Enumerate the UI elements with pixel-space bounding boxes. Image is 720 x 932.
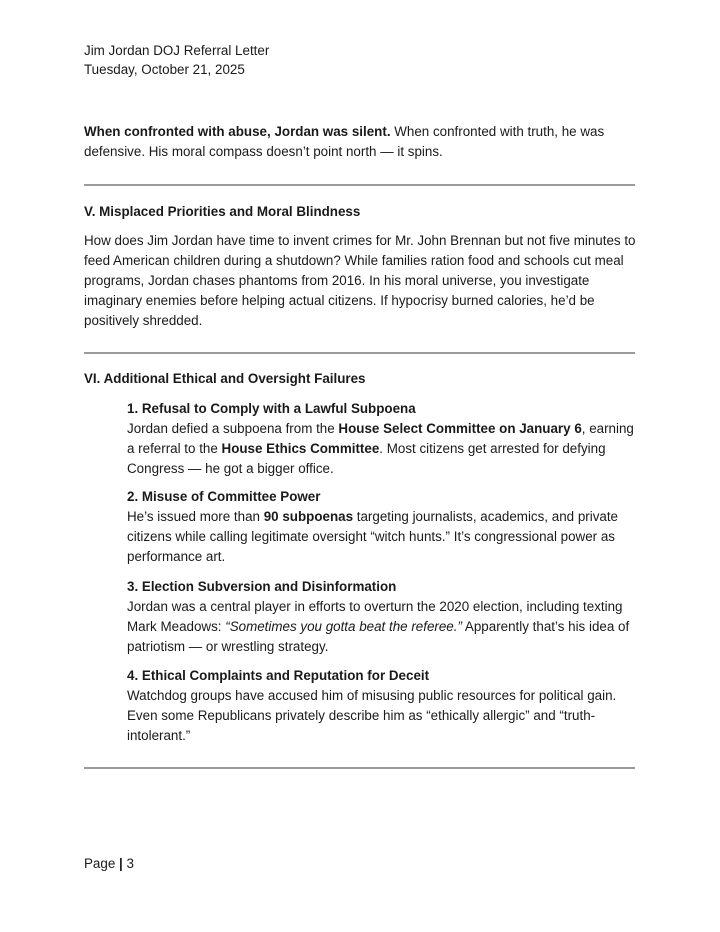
section-divider [84,352,635,354]
list-item-subpoena [127,399,642,479]
section-6-title: VI. Additional Ethical and Oversight Failures [84,371,366,386]
item-3-text-a: Jordan was a central player in efforts to overturn the 2020 election, including texting Mark Meadows: [127,599,623,634]
header-date: Tuesday, October 21, 2025 [84,62,245,77]
item-3-title: 3. Election Subversion and Disinformation [127,579,397,594]
item-2-bold: 90 subpoenas [263,509,354,524]
intro-paragraph [84,122,644,162]
page-number: 3 [126,856,134,871]
header-title: Jim Jordan DOJ Referral Letter [84,43,270,58]
item-3-text-b: Apparently that’s his idea of patriotism — or wrestling strategy. [127,619,630,654]
item-2-body [127,507,642,567]
item-1-bold-b: House Ethics Committee [221,441,380,456]
item-4-body: Watchdog groups have accused him of misusing public resources for political gain. Even some Republicans privately describe him as “ethically allergic” and “truth-intolerant.” [127,688,617,743]
list-item-committee-power [127,487,642,567]
list-item-election-subversion [127,577,642,657]
item-1-title: 1. Refusal to Comply with a Lawful Subpoena [127,401,416,416]
section-5-body: How does Jim Jordan have time to invent crimes for Mr. John Brennan but not five minutes to feed American children during a shutdown? While families ration food and schools cut meal programs, Jordan chases phantoms from 2016. In his moral universe, you investigate imaginary enemies before helping actual citizens. If hypocrisy burned calories, he’d be positively shredded. [84,233,636,328]
page-label: Page [84,856,116,871]
item-3-body [127,597,642,657]
item-2-title: 2. Misuse of Committee Power [127,489,321,504]
section-5-title: V. Misplaced Priorities and Moral Blindness [84,204,361,219]
intro-text: When confronted with truth, he was defensive. His moral compass doesn’t point north — it spins. [84,124,605,159]
page-footer [84,854,134,874]
item-1-text-a: Jordan defied a subpoena from the [127,421,339,436]
item-2-text-a: He’s issued more than [127,509,264,524]
intro-bold-text: When confronted with abuse, Jordan was silent. [84,124,391,139]
item-1-body [127,419,642,479]
item-4-title: 4. Ethical Complaints and Reputation for Deceit [127,668,430,683]
item-3-quote: “Sometimes you gotta beat the referee.” [225,619,462,634]
document-header [84,41,644,79]
list-item-ethical-complaints [127,666,642,746]
section-divider [84,184,635,186]
item-1-text-b: , earning a referral to the [127,421,634,456]
item-2-text-b: targeting journalists, academics, and private citizens while calling legitimate oversight “witch hunts.” It’s congressional power as performance art. [127,509,619,564]
section-divider [84,767,635,769]
item-1-bold-a: House Select Committee on January 6 [338,421,582,436]
item-1-text-c: . Most citizens get arrested for defying Congress — he got a bigger office. [127,441,606,476]
page-separator: | [115,856,127,871]
